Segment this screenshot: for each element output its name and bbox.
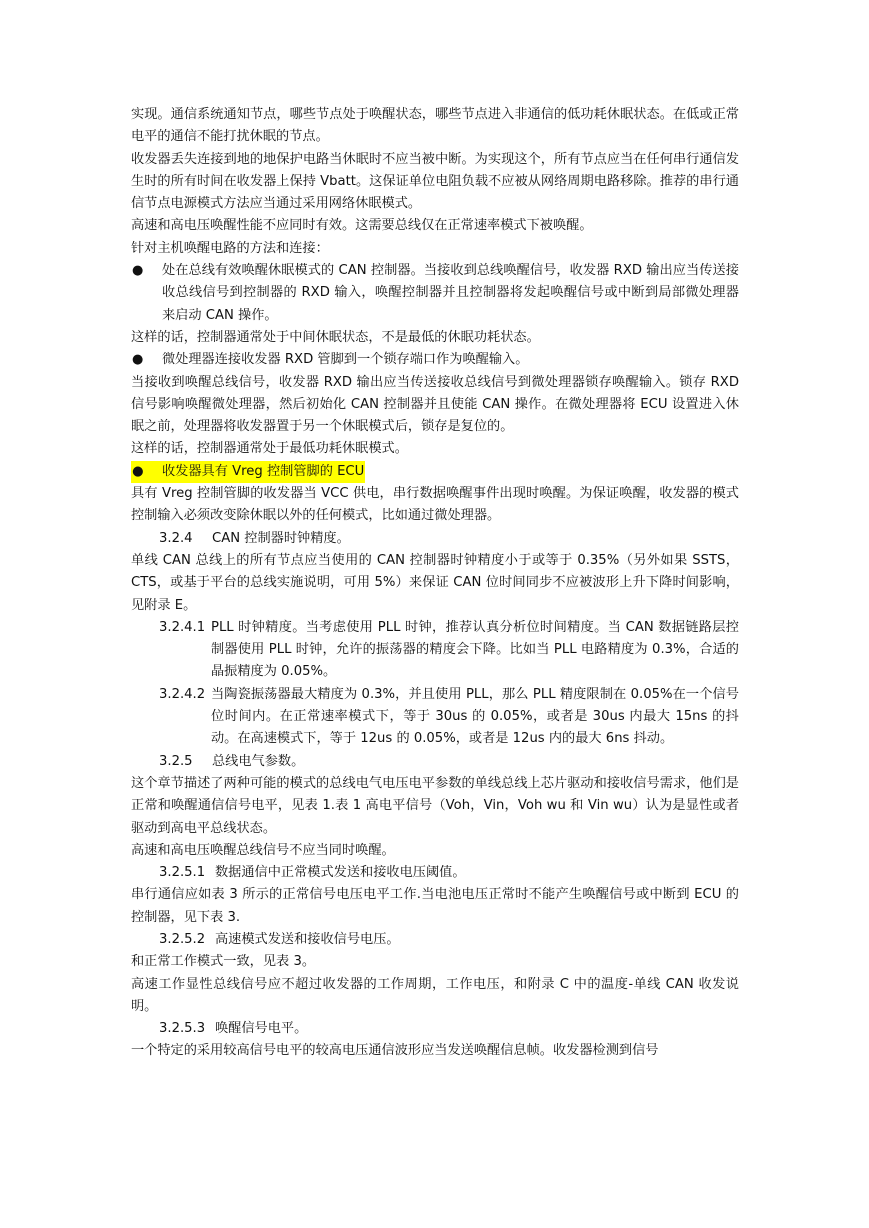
paragraph: 实现。通信系统通知节点，哪些节点处于唤醒状态，哪些节点进入非通信的低功耗休眠状态。在低或正常电平的通信不能打扰休眠的节点。 (131, 107, 739, 145)
text-highlight (131, 461, 365, 483)
paragraph: 这样的话，控制器通常处于中间休眠状态，不是最低的休眠功耗状态。 (131, 329, 540, 345)
section-number: 3.2.5.3 (159, 1021, 206, 1037)
section-number: 3.2.5.1 (159, 865, 206, 881)
subsection-number: 3.2.4.1 (159, 619, 206, 635)
section-number: 3.2.5 (159, 753, 193, 769)
bullet-icon: ● (132, 263, 144, 279)
section-heading (131, 751, 739, 773)
subsection-text: 当陶瓷振荡器最大精度为 0.3%，并且使用 PLL，那么 PLL 精度限制在 0.05%在一个信号位时间内。在正常速率模式下，等于 30us 的 0.05%，或者是 30us 内最大 15ns 的抖动。在高速模式下，等于 12us 的 0.05%，或者是 12us 内的最大 6ns 抖动。 (211, 686, 739, 747)
section-title: 总线电气参数。 (212, 753, 305, 769)
paragraph: 针对主机唤醒电路的方法和连接： (131, 240, 329, 256)
subsection-text: PLL 时钟精度。当考虑使用 PLL 时钟，推荐认真分析位时间精度。当 CAN 数据链路层控制器使用 PLL 时钟，允许的振荡器的精度会下降。比如当 PLL 电路精度为 0.3%，合适的晶振精度为 0.05%。 (211, 619, 739, 680)
subsection (131, 684, 739, 751)
section-title: 高速模式发送和接收信号电压。 (215, 931, 400, 947)
section-heading (131, 1018, 739, 1040)
bullet-item (131, 349, 739, 371)
section-number: 3.2.4 (159, 530, 193, 546)
section-number: 3.2.5.2 (159, 931, 206, 947)
section-heading (131, 528, 739, 550)
bullet-text: 微处理器连接收发器 RXD 管脚到一个锁存端口作为唤醒输入。 (162, 352, 529, 368)
bullet-item (131, 260, 739, 327)
paragraph: 一个特定的采用较高信号电平的较高电压通信波形应当发送唤醒信息帧。收发器检测到信号 (131, 1043, 659, 1059)
paragraph: 具有 Vreg 控制管脚的收发器当 VCC 供电，串行数据唤醒事件出现时唤醒。为保证唤醒，收发器的模式控制输入必须改变除休眠以外的任何模式，比如通过微处理器。 (131, 486, 739, 524)
bullet-text: 收发器具有 Vreg 控制管脚的 ECU (162, 463, 365, 479)
subsection-number: 3.2.4.2 (159, 686, 206, 702)
section-title: 数据通信中正常模式发送和接收电压阈值。 (215, 865, 466, 881)
paragraph: 串行通信应如表 3 所示的正常信号电压电平工作.当电池电压正常时不能产生唤醒信号或中断到 ECU 的控制器，见下表 3. (131, 887, 739, 925)
highlighted-bullet-item (131, 461, 739, 483)
bullet-icon: ● (132, 352, 144, 368)
paragraph: 当接收到唤醒总线信号，收发器 RXD 输出应当传送接收总线信号到微处理器锁存唤醒输入。锁存 RXD 信号影响唤醒微处理器，然后初始化 CAN 控制器并且使能 CAN 操作。在微处理器将 ECU 设置进入休眠之前，处理器将收发器置于另一个休眠模式后，锁存是复位的。 (131, 374, 739, 435)
document-page (131, 104, 739, 1063)
paragraph: 高速和高电压唤醒总线信号不应当同时唤醒。 (131, 842, 395, 858)
paragraph: 这样的话，控制器通常处于最低功耗休眠模式。 (131, 441, 408, 457)
subsection (131, 617, 739, 684)
paragraph: 和正常工作模式一致，见表 3。 (131, 954, 316, 970)
section-heading (131, 929, 739, 951)
section-title: CAN 控制器时钟精度。 (212, 530, 350, 546)
bullet-icon: ● (132, 463, 144, 479)
section-heading (131, 862, 739, 884)
bullet-text: 处在总线有效唤醒休眠模式的 CAN 控制器。当接收到总线唤醒信号，收发器 RXD 输出应当传送接收总线信号到控制器的 RXD 输入，唤醒控制器并且控制器将发起唤醒信号或中断到局部微处理器来启动 CAN 操作。 (162, 263, 739, 323)
paragraph: 高速工作显性总线信号应不超过收发器的工作周期，工作电压，和附录 C 中的温度-单线 CAN 收发说明。 (131, 976, 739, 1014)
section-title: 唤醒信号电平。 (215, 1021, 308, 1037)
paragraph: 单线 CAN 总线上的所有节点应当使用的 CAN 控制器时钟精度小于或等于 0.35%（另外如果 SSTS，CTS，或基于平台的总线实施说明，可用 5%）来保证 CAN 位时间同步不应被波形上升下降时间影响，见附录 E。 (131, 552, 739, 613)
paragraph: 高速和高电压唤醒性能不应同时有效。这需要总线仅在正常速率模式下被唤醒。 (131, 218, 593, 234)
paragraph: 这个章节描述了两种可能的模式的总线电气电压电平参数的单线总线上芯片驱动和接收信号需求，他们是正常和唤醒通信信号电平，见表 1.表 1 高电平信号（Voh，Vin，Voh wu 和 Vin wu）认为是显性或者驱动到高电平总线状态。 (131, 775, 739, 836)
paragraph: 收发器丢失连接到地的地保护电路当休眠时不应当被中断。为实现这个，所有节点应当在任何串行通信发生时的所有时间在收发器上保持 Vbatt。这保证单位电阻负载不应被从网络周期电路移除。推荐的串行通信节点电源模式方法应当通过采用网络休眠模式。 (131, 151, 739, 212)
